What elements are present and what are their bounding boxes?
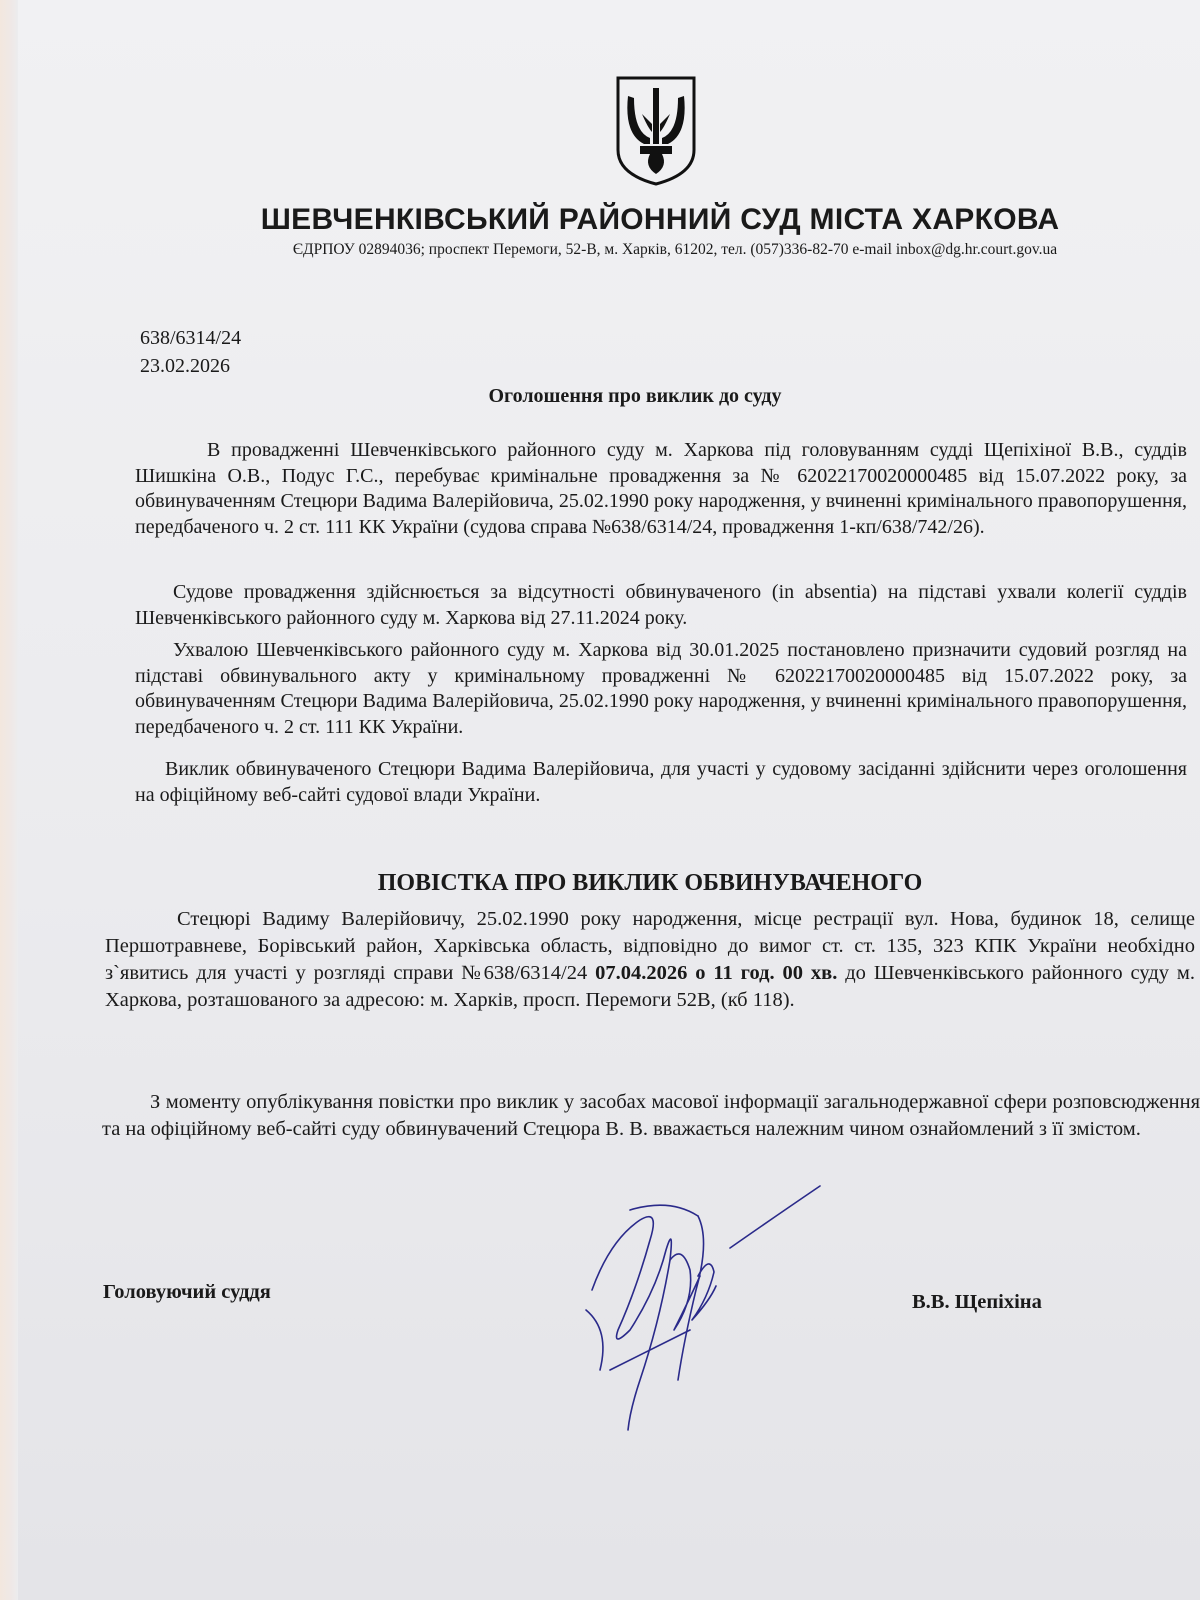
summons-title: ПОВІСТКА ПРО ВИКЛИК ОБВИНУВАЧЕНОГО <box>377 870 923 896</box>
signatory-role: Головуючий суддя <box>103 1281 271 1303</box>
summons-notice: З моменту опублікування повістки про виклик у засобах масової інформації загальнодержавної сфери розповсюдження та на офіційному веб-сайті суду обвинувачений Стецюра В. В. вважається належним чином ознайомлений з її змістом. <box>102 1091 1200 1140</box>
announcement-paragraph-3: Ухвалою Шевченківського районного суду м. Харкова від 30.01.2025 постановлено призначити судовий розгляд на підставі обвинувального акту у кримінальному провадженні № 62022170020000485 від 15.07.2022 року, за обвинуваченням Стецюри Вадима Валерійовича, 25.02.1990 року народження, у вчиненні кримінального правопорушення, передбаченого ч. 2 ст. 111 КК України. <box>135 639 1187 738</box>
hearing-datetime: 07.04.2026 о 11 год. 00 хв. <box>595 962 838 984</box>
handwritten-signature <box>570 1180 870 1440</box>
summons-paragraph <box>105 906 1195 1014</box>
document-date: 23.02.2026 <box>140 355 230 377</box>
announcement-paragraph-1: В провадженні Шевченківського районного суду м. Харкова під головуванням судді Щепіхіної В.В., суддів Шишкіна О.В., Подус Г.С., перебуває кримінальне провадження за № 62022170020000485 від 15.07.2022 року, за обвинуваченням Стецюри Вадима Валерійовича, 25.02.1990 року народження, у вчиненні кримінального правопорушення, передбаченого ч. 2 ст. 111 КК України (судова справа №638/6314/24, провадження 1-кп/638/742/26). <box>135 439 1187 538</box>
announcement-title: Оголошення про виклик до суду <box>488 385 782 407</box>
court-contact-details: ЄДРПОУ 02894036; проспект Перемоги, 52-В, м. Харків, 61202, тел. (057)336-82-70 e-mail inbox@dg.hr.court.gov.ua <box>292 241 1058 258</box>
court-name: ШЕВЧЕНКІВСЬКИЙ РАЙОННИЙ СУД МІСТА ХАРКОВА <box>260 203 1060 236</box>
signatory-name: В.В. Щепіхіна <box>912 1291 1042 1313</box>
summons-text-before: Стецюрі Вадиму Валерійовичу, 25.02.1990 року народження, місце рестрації вул. Нова, будинок 18, селище Першотравневе, Борівський район, Харківська область, відповідно до вимог ст. ст. 135, 323 КПК України необхідно з`явитись для участі у розгляді справи №638/6314/24 <box>105 908 1195 984</box>
summons-text-after: до Шевченківського районного суду м. Харкова, розташованого за адресою: м. Харків, просп. Перемоги 52В, (кб 118). <box>105 962 1195 1011</box>
ukraine-trident-emblem-icon <box>614 74 698 188</box>
case-number: 638/6314/24 <box>140 327 242 349</box>
announcement-paragraph-2: Судове провадження здійснюється за відсутності обвинуваченого (in absentia) на підставі ухвали колегії суддів Шевченківського районного суду м. Харкова від 27.11.2024 року. <box>135 581 1187 629</box>
announcement-paragraph-4: Виклик обвинуваченого Стецюри Вадима Валерійовича, для участі у судовому засіданні здійснити через оголошення на офіційному веб-сайті судової влади України. <box>135 758 1187 806</box>
